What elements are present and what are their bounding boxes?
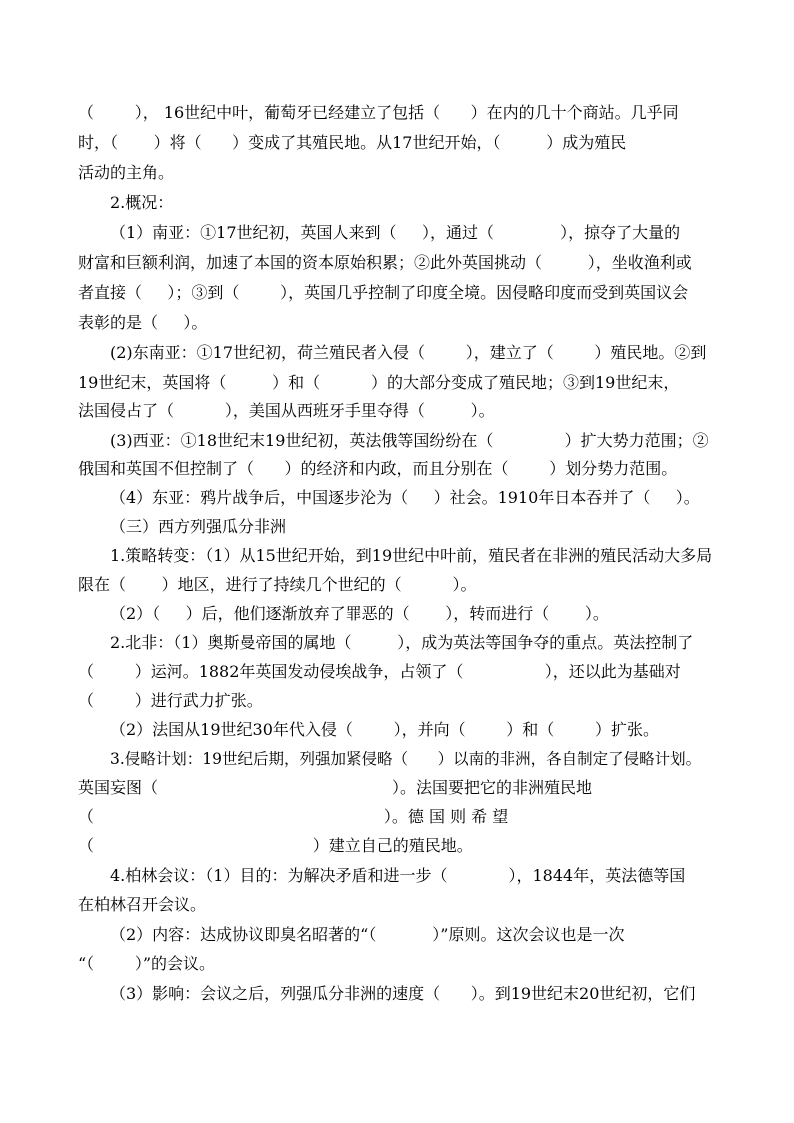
text-line: “（ ）”的会议。	[78, 954, 216, 973]
text-line: （ ）建立自己的殖民地。	[78, 836, 473, 855]
text-line: （2）内容：达成协议即臭名昭著的“（ ）”原则。这次会议也是一次	[110, 925, 625, 944]
text-line: (2)东南亚：①17世纪初，荷兰殖民者入侵（ ），建立了（ ）殖民地。②到	[110, 343, 707, 362]
text-line: 法国侵占了（ ），美国从西班牙手里夺得（ ）。	[78, 401, 495, 420]
text-line: 活动的主角。	[78, 163, 175, 182]
text-line: 财富和巨额利润，加速了本国的资本原始积累；②此外英国挑动（ ），坐收渔利或	[78, 253, 692, 272]
text-line: 2.北非：（1）奥斯曼帝国的属地（ ），成为英法等国争夺的重点。英法控制了	[110, 633, 694, 652]
text-line: （ ）。德 国 则 希 望	[78, 807, 509, 826]
section-heading: 2.概况：	[110, 193, 174, 212]
text-line: 限在（ ）地区，进行了持续几个世纪的（ ）。	[78, 575, 477, 594]
text-line: 在柏林召开会议。	[78, 895, 207, 914]
text-line: 19世纪末，英国将（ ）和（ ）的大部分变成了殖民地；③到19世纪末，	[78, 373, 680, 392]
text-line: 3.侵略计划：19世纪后期，列强加紧侵略（ ）以南的非洲，各自制定了侵略计划。	[110, 750, 702, 768]
text-line: 英国妄图（ ）。法国要把它的非洲殖民地	[78, 778, 592, 797]
text-line: （ ）运河。1882年英国发动侵埃战争，占领了（ ），还以此为基础对	[78, 662, 681, 681]
text-line: （3）影响：会议之后，列强瓜分非洲的速度（ ）。到19世纪末20世纪初，它们	[110, 984, 696, 1003]
text-line: 1.策略转变：（1）从15世纪开始，到19世纪中叶前，殖民者在非洲的殖民活动大多局	[110, 546, 713, 565]
text-line: （2）（ ）后，他们逐渐放弃了罪恶的（ ），转而进行（ ）。	[110, 604, 609, 623]
text-line: 者直接（ ）；③到（ ），英国几乎控制了印度全境。因侵略印度而受到英国议会	[78, 283, 689, 302]
text-line: 时，（ ）将（ ）变成了其殖民地。从17世纪开始，（ ）成为殖民	[78, 133, 627, 152]
section-heading: （三）西方列强瓜分非洲	[110, 517, 287, 536]
text-line: 4.柏林会议：（1）目的：为解决矛盾和进一步（ ），1844年，英法德等国	[110, 866, 686, 885]
text-line: （ ）进行武力扩张。	[78, 691, 263, 710]
text-line: （2）法国从19世纪30年代入侵（ ），并向（ ）和（ ）扩张。	[110, 720, 659, 739]
text-line: 表彰的是（ ）。	[78, 313, 208, 332]
text-line: (3)西亚：①18世纪末19世纪初，英法俄等国纷纷在（ ）扩大势力范围；②	[110, 431, 709, 450]
text-line: 俄国和英国不但控制了（ ）的经济和内政，而且分别在（ ）划分势力范围。	[78, 459, 678, 478]
text-line: （4）东亚：鸦片战争后，中国逐步沦为（ ）社会。1910年日本吞并了（ ）。	[110, 488, 700, 507]
text-line: （1）南亚：①17世纪初，英国人来到（ ），通过（ ），掠夺了大量的	[110, 223, 681, 242]
text-line: （ ）， 16世纪中叶，葡萄牙已经建立了包括（ ）在内的几十个商站。几乎同	[78, 103, 679, 122]
